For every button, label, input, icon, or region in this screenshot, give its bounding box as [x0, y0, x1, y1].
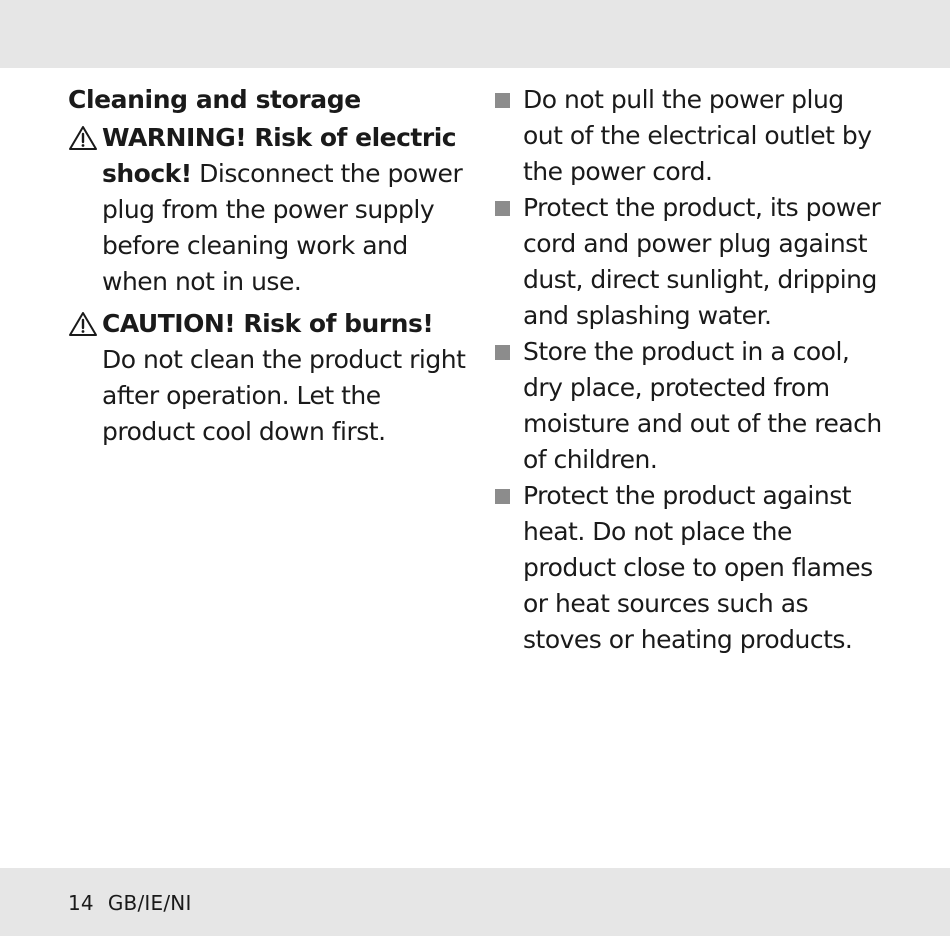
list-item-text: Store the product in a cool, dry place, protected from moisture and out of the reach of children. — [523, 337, 882, 474]
list-item-text: Protect the product against heat. Do not place the product close to open flames or heat sources such as stoves or heating products. — [523, 481, 873, 654]
list-item — [493, 190, 888, 334]
list-item — [493, 334, 888, 478]
list-item-text: Protect the product, its power cord and power plug against dust, direct sunlight, dripping and splashing water. — [523, 193, 881, 330]
caution-note — [68, 306, 468, 450]
page-footer — [68, 891, 192, 915]
section-heading: Cleaning and storage — [68, 85, 361, 114]
warning-text: Disconnect the power plug from the power supply before cleaning work and when not in use. — [102, 159, 463, 296]
square-bullet-icon — [495, 93, 510, 108]
square-bullet-icon — [495, 201, 510, 216]
caution-label: CAUTION! Risk of burns! — [102, 309, 434, 338]
caution-text: Do not clean the product right after operation. Let the product cool down first. — [102, 345, 466, 446]
warning-note — [68, 120, 468, 300]
list-item — [493, 478, 888, 658]
right-column — [493, 82, 888, 658]
region-code: GB/IE/NI — [107, 891, 192, 915]
square-bullet-icon — [495, 345, 510, 360]
top-margin-band — [0, 0, 950, 68]
warning-label: WARNING! Risk of electric shock! — [102, 123, 457, 188]
bullet-list — [493, 82, 888, 658]
list-item — [493, 82, 888, 190]
square-bullet-icon — [495, 489, 510, 504]
warning-triangle-icon — [68, 310, 98, 338]
page-number: 14 — [68, 891, 94, 915]
warning-triangle-icon — [68, 124, 98, 152]
list-item-text: Do not pull the power plug out of the electrical outlet by the power cord. — [523, 85, 872, 186]
left-column — [68, 82, 468, 450]
